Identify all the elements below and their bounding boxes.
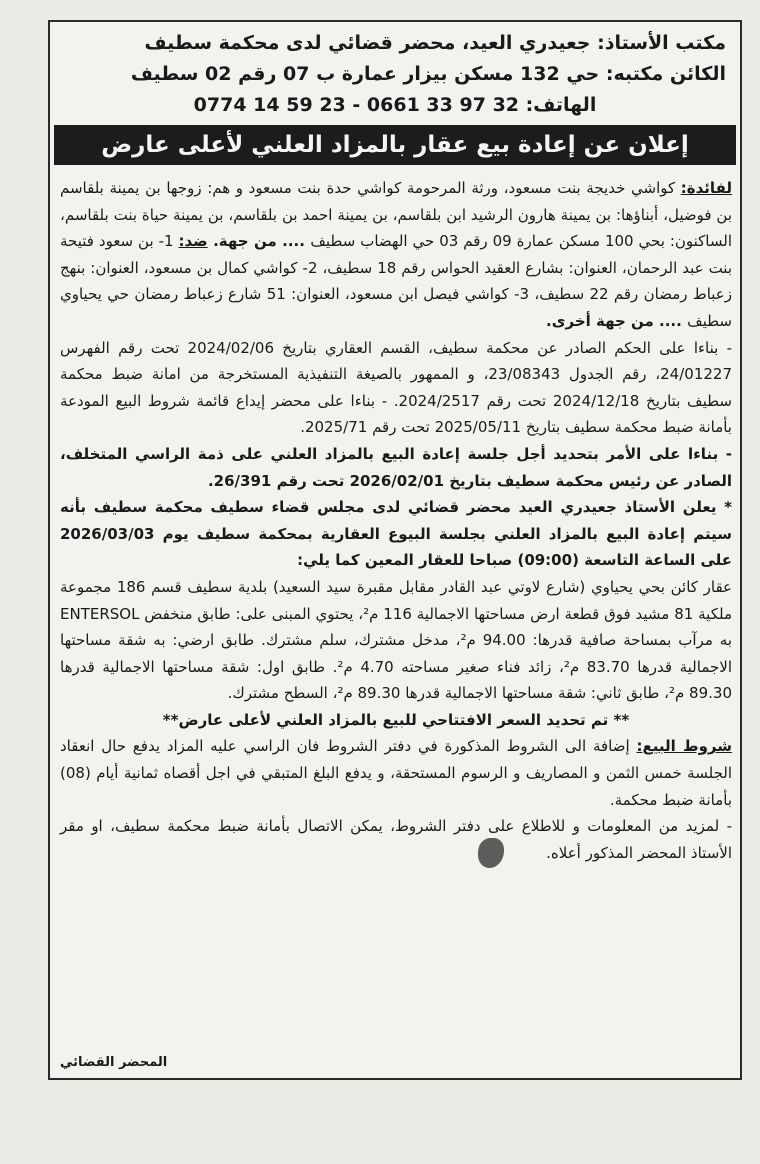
beneficiary-label: لفائدة: (680, 179, 732, 197)
sale-conditions (60, 733, 732, 813)
side-two: .... من جهة أخرى. (546, 311, 688, 330)
notice-title: إعلان عن إعادة بيع عقار بالمزاد العلني لأعلى عارض (54, 125, 736, 165)
conditions-text: إضافة الى الشروط المذكورة في دفتر الشروط فان الراسي عليه المزاد يدفع حال انعقاد الجلسة خمس الثمن و المصاريف و الرسوم المستحقة، و يدفع البلغ المتبقي في اجل أقصاه ثمانية أيام (08) بأمانة ضبط محكمة. (60, 737, 732, 809)
opening-price-note: ** تم تحديد السعر الافتتاحي للبيع بالمزاد العلني لأعلى عارض** (162, 710, 630, 729)
office-header (50, 22, 740, 123)
conditions-label: شروط البيع: (636, 737, 732, 756)
notice-body (50, 175, 740, 866)
basis-paragraph: - بناءا على الحكم الصادر عن محكمة سطيف، القسم العقاري بتاريخ 2024/02/06 تحت رقم الفهرس 24/01227، رقم الجدول 23/08343، و الممهور بالصيغة التنفيذية المستخرجة من امانة ضبط محكمة سطيف بتاريخ 2024/12/18 تحت رقم 2024/2517. - بناءا على محضر إيداع قائمة شروط البيع المودعة بأمانة ضبط محكمة سطيف بتاريخ 2025/05/11 تحت رقم 2025/71. (60, 338, 732, 437)
bailiff-signature: المحضر القضائي (60, 1055, 168, 1070)
against-label: ضد: (178, 232, 208, 251)
defendants-text: 1- بن سعود فتيحة بنت عبد الرحمان، العنوان: بشارع العقيد الحواس رقم 18 سطيف، 2- كواشي كمال بن مسعود، العنوان: بنهج زعباط رمضان رقم 22 سطيف، 3- كواشي فيصل ابن مسعود، العنوان: 51 شارع زعباط رمضان حي يحياوي سطيف (60, 232, 732, 330)
side-one: .... من جهة. (207, 232, 311, 251)
office-name: مكتب الأستاذ: جعيدري العيد، محضر قضائي لدى محكمة سطيف (144, 32, 726, 54)
office-phone: الهاتف: 32 97 33 0661 - 23 59 14 0774 (193, 94, 597, 116)
office-address: الكائن مكتبه: حي 132 مسكن بيزار عمارة ب 07 رقم 02 سطيف (130, 63, 726, 85)
order-paragraph: - بناءا على الأمر بتحديد أجل جلسة إعادة البيع بالمزاد العلني على ذمة الراسي المتخلف، الصادر عن رئيس محكمة سطيف بتاريخ 2026/02/01 تحت رقم 26/391. (60, 444, 732, 490)
beneficiary-text: كواشي خديجة بنت مسعود، ورثة المرحومة كواشي حدة بنت مسعود و هم: زوجها بن يمينة بلقاسم بن فوضيل، أبناؤها: بن يمينة هارون الرشيد ابن بلقاسم، بن يمينة احمد بن بلقاسم، بن يمينة حياة بنت بلقاسم، الساكنون: بحي 100 مسكن عمارة 09 رقم 03 حي الهضاب سطيف (60, 179, 732, 251)
parties-paragraph (60, 175, 732, 335)
announcement-paragraph: * يعلن الأستاذ جعيدري العيد محضر قضائي لدى مجلس قضاء سطيف محكمة سطيف بأنه سيتم إعادة البيع بالمزاد العلني بجلسة البيوع العقارية بمحكمة سطيف يوم 2026/03/03 على الساعة التاسعة (09:00) صباحا للعقار المعين كما يلي: (60, 498, 732, 570)
property-description: عقار كائن بحي يحياوي (شارع لاوتي عبد القادر مقابل مقبرة سيد السعيد) بلدية سطيف قسم 186 مجموعة ملكية 81 مشيد فوق قطعة ارض مساحتها الاجمالية 116 م²، يحتوي المبنى على: طابق منخفض ENTERSOL به مرآب بمساحة صافية قدرها: 94.00 م²، مدخل مشترك، سلم مشترك. طابق ارضي: به شقة مساحتها الاجمالية قدرها 83.70 م²، زائد فناء صغير مساحته 4.70 م². طابق اول: شقة مساحتها الاجمالية قدرها 89.30 م²، طابق ثاني: شقة مساحتها الاجمالية قدرها 89.30 م²، السطح مشترك. (60, 577, 732, 703)
contact-paragraph: - لمزيد من المعلومات و للاطلاع على دفتر الشروط، يمكن الاتصال بأمانة ضبط محكمة سطيف، او مقر الأستاذ المحضر المذكور أعلاه. (60, 817, 732, 862)
legal-notice (48, 20, 742, 1080)
